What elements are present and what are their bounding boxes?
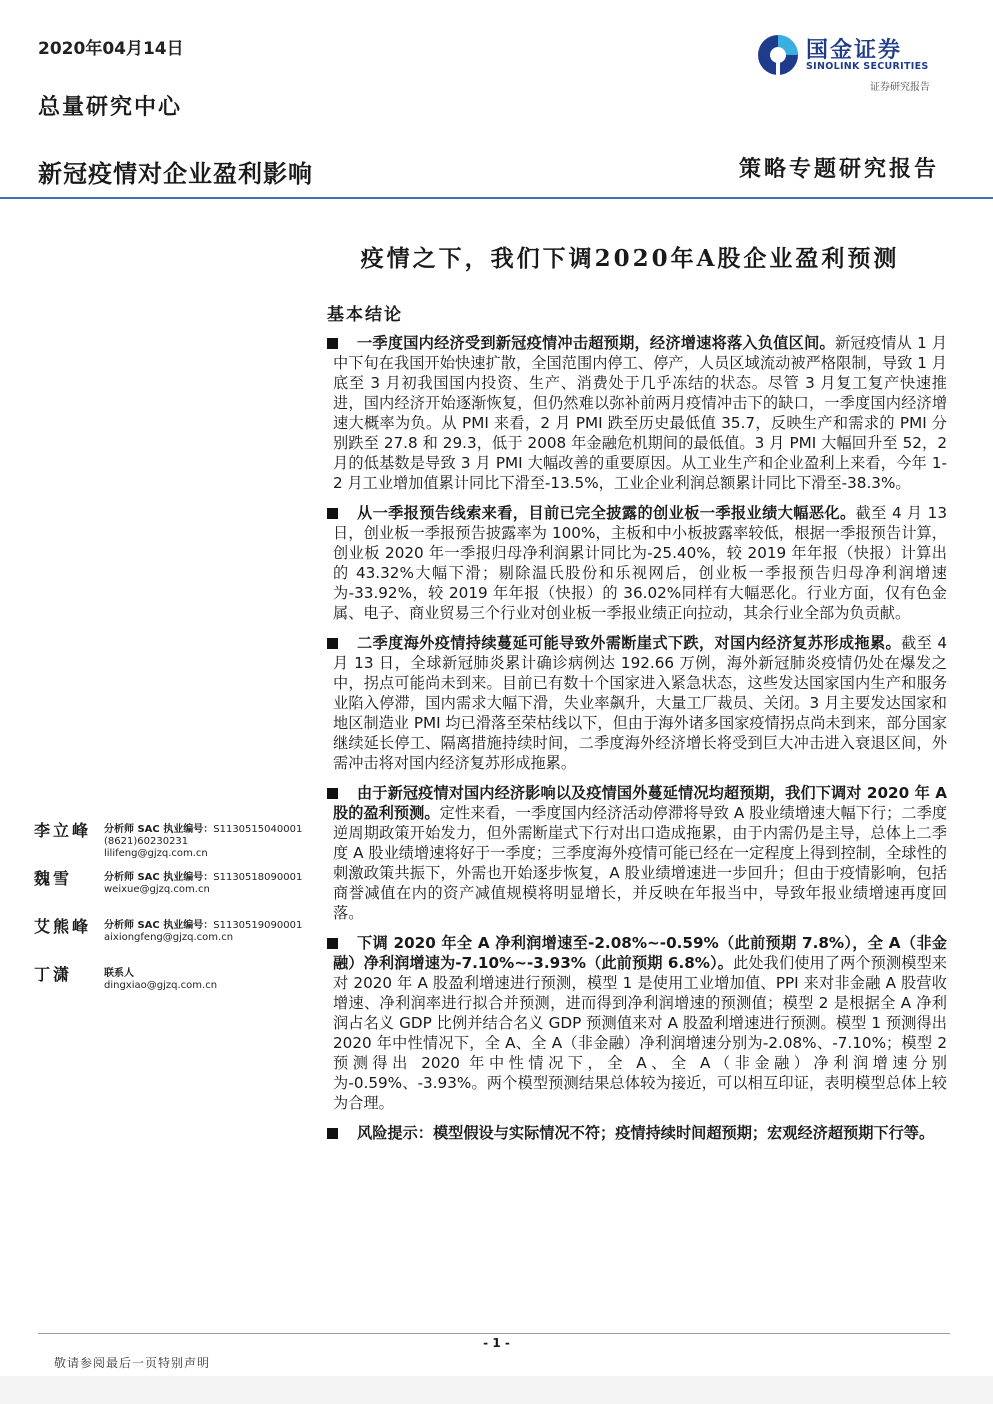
bullet-square-icon <box>327 788 338 799</box>
header-divider <box>0 197 993 199</box>
analyst-info <box>104 968 217 992</box>
conclusions-body <box>333 333 947 1153</box>
analyst-entry <box>34 914 324 962</box>
analyst-info <box>104 920 302 944</box>
footer-disclaimer: 敬请参阅最后一页特别声明 <box>54 1356 211 1370</box>
analyst-list <box>34 818 324 1010</box>
department-name: 总量研究中心 <box>38 94 183 120</box>
bullet-text: 新冠疫情从 1 月中下旬在我国开始快速扩散，全国范围内停工、停产，人员区域流动被严格限制，导致 1 月底至 3 月初我国国内投资、生产、消费处于几乎冻结的状态。尽管 3 月复工复产快速推进，国内经济开始逐渐恢复，但仍然难以弥补前两月疫情冲击下的缺口，一季度国内经济增速大概率为负。从 PMI 来看，2 月 PMI 跌至历史最低值 35.7，反映生产和需求的 PMI 分别跌至 27.8 和 29.3，低于 2008 年金融危机期间的最低值。3 月 PMI 大幅回升至 52，2 月的低基数是导致 3 月 PMI 大幅改善的重要原因。从工业生产和企业盈利上来看，今年 1-2 月工业增加值累计同比下滑至-13.5%，工业企业利润总额累计同比下滑至-38.3%。 <box>333 334 948 492</box>
bullet-square-icon <box>327 1128 338 1139</box>
main-headline: 疫情之下，我们下调2020年A股企业盈利预测 <box>360 245 900 272</box>
page-bottom-band <box>0 1376 993 1404</box>
analyst-label: 分析师 SAC 执业编号： <box>104 920 214 931</box>
conclusion-bullet <box>333 933 947 1113</box>
logo-name-cn: 国金证券 <box>806 38 903 63</box>
section-title: 基本结论 <box>327 305 403 325</box>
bullet-heading: 风险提示：模型假设与实际情况不符；疫情持续时间超预期；宏观经济超预期下行等。 <box>357 1124 935 1142</box>
analyst-entry <box>34 866 324 914</box>
bullet-square-icon <box>327 508 338 519</box>
bullet-heading: 一季度国内经济受到新冠疫情冲击超预期，经济增速将落入负值区间。 <box>357 334 835 352</box>
analyst-info <box>104 824 302 860</box>
bullet-heading: 从一季报预告线索来看，目前已完全披露的创业板一季报业绩大幅恶化。 <box>357 504 856 522</box>
logo-name-en: SINOLINK SECURITIES <box>806 61 929 72</box>
bullet-text: 截至 4 月 13 日，全球新冠肺炎累计确诊病例达 192.66 万例，海外新冠肺炎疫情仍处在爆发之中，拐点可能尚未到来。目前已有数十个国家进入紧急状态，这些发达国家国内生产和服务业陷入停滞，国内需求大幅下滑，失业率飙升，大量工厂裁员、关闭。3 月主要发达国家和地区制造业 PMI 均已滑落至荣枯线以下，但由于海外诸多国家疫情拐点尚未到来，部分国家继续延长停工、隔离措施持续时间，二季度海外经济增长将受到巨大冲击进入衰退区间，外需冲击将对国内经济复苏形成拖累。 <box>333 634 947 772</box>
analyst-label: 联系人 <box>104 968 134 979</box>
analyst-email[interactable]: weixue@gjzq.com.cn <box>104 884 210 895</box>
bullet-heading: 二季度海外疫情持续蔓延可能导致外需断崖式下跌，对国内经济复苏形成拖累。 <box>357 634 902 652</box>
footer-divider <box>38 1333 950 1334</box>
analyst-name: 艾熊峰 <box>34 917 92 936</box>
analyst-name: 李立峰 <box>34 821 92 840</box>
analyst-email[interactable]: aixiongfeng@gjzq.com.cn <box>104 932 234 943</box>
bullet-heading: 下调 2020 年全 A 净利润增速至-2.08%~-0.59%（此前预期 7.8%），全 A（非金融）净利润增速为-7.10%~-3.93%（此前预期 6.8%）。 <box>333 934 947 972</box>
analyst-entry <box>34 962 324 1010</box>
logo-subtitle: 证券研究报告 <box>870 82 930 93</box>
analyst-info <box>104 872 302 896</box>
bullet-text: 定性来看，一季度国内经济活动停滞将导致 A 股业绩增速大幅下行；二季度逆周期政策开始发力，但外需断崖式下行对出口造成拖累，由于内需仍是主导，总体上二季度 A 股业绩增速将好于一季度；三季度海外疫情可能已经在一定程度上得到控制，全球性的刺激政策共振下，外需也开始逐步恢复，A 股业绩增速进一步回升；但由于疫情影响，包括商誉减值在内的资产减值规模将明显增长，并反映在年报当中，导致年报业绩增速再度回落。 <box>333 804 948 922</box>
conclusion-bullet <box>333 333 947 493</box>
report-type: 策略专题研究报告 <box>738 156 939 182</box>
analyst-id: S1130518090001 <box>213 872 303 883</box>
conclusion-bullet <box>333 633 947 773</box>
bullet-square-icon <box>327 638 338 649</box>
analyst-label: 分析师 SAC 执业编号： <box>104 872 214 883</box>
conclusion-bullet <box>333 503 947 623</box>
analyst-label: 分析师 SAC 执业编号： <box>104 824 214 835</box>
analyst-email[interactable]: lilifeng@gjzq.com.cn <box>104 848 208 859</box>
bullet-square-icon <box>327 938 338 949</box>
bullet-heading: 由于新冠疫情对国内经济影响以及疫情国外蔓延情况均超预期，我们下调对 2020 年 A 股的盈利预测。 <box>333 784 947 822</box>
analyst-id: S1130515040001 <box>213 824 303 835</box>
sinolink-logo-icon <box>756 33 800 77</box>
analyst-name: 魏雪 <box>34 869 73 888</box>
bullet-text: 此处我们使用了两个预测模型来对 2020 年 A 股盈利增速进行预测，模型 1 是使用工业增加值、PPI 来对非金融 A 股营收增速、净利润率进行拟合并预测，进而得到净利润增速的预测值；模型 2 是根据全 A 净利润占名义 GDP 比例并结合名义 GDP 预测值来对 A 股盈利增速进行预测。模型 1 预测得出 2020 年中性情况下，全 A、全 A（非金融）净利润增速分别为-2.08%、-7.10%；模型 2 预测得出 2020 年中性情况下，全 A、全 A（非金融）净利润增速分别为-0.59%、-3.93%。两个模型预测结果总体较为接近，可以相互印证，表明模型总体上较为合理。 <box>333 954 947 1112</box>
conclusion-bullet <box>333 783 947 923</box>
analyst-entry <box>34 818 324 866</box>
analyst-email[interactable]: dingxiao@gjzq.com.cn <box>104 980 218 991</box>
report-date: 2020年04月14日 <box>38 39 184 59</box>
report-title: 新冠疫情对企业盈利影响 <box>38 160 313 188</box>
page-number: - 1 - <box>483 1336 510 1350</box>
bullet-square-icon <box>327 338 338 349</box>
analyst-name: 丁潇 <box>34 965 73 984</box>
analyst-id: S1130519090001 <box>213 920 303 931</box>
conclusion-bullet <box>333 1123 947 1143</box>
bullet-text: 截至 4 月 13 日，创业板一季报预告披露率为 100%，主板和中小板披露率较低，根据一季报预告计算，创业板 2020 年一季报归母净利润累计同比为-25.40%，较 2019 年年报（快报）计算出的 43.32%大幅下滑；剔除温氏股份和乐视网后，创业板一季报预告归母净利润增速为-33.92%，较 2019 年年报（快报）的 36.02%同样有大幅恶化。行业方面，仅有色金属、电子、商业贸易三个行业对创业板一季报业绩正向拉动，其余行业全部为负贡献。 <box>333 504 947 622</box>
analyst-phone: (8621)60230231 <box>104 836 189 847</box>
